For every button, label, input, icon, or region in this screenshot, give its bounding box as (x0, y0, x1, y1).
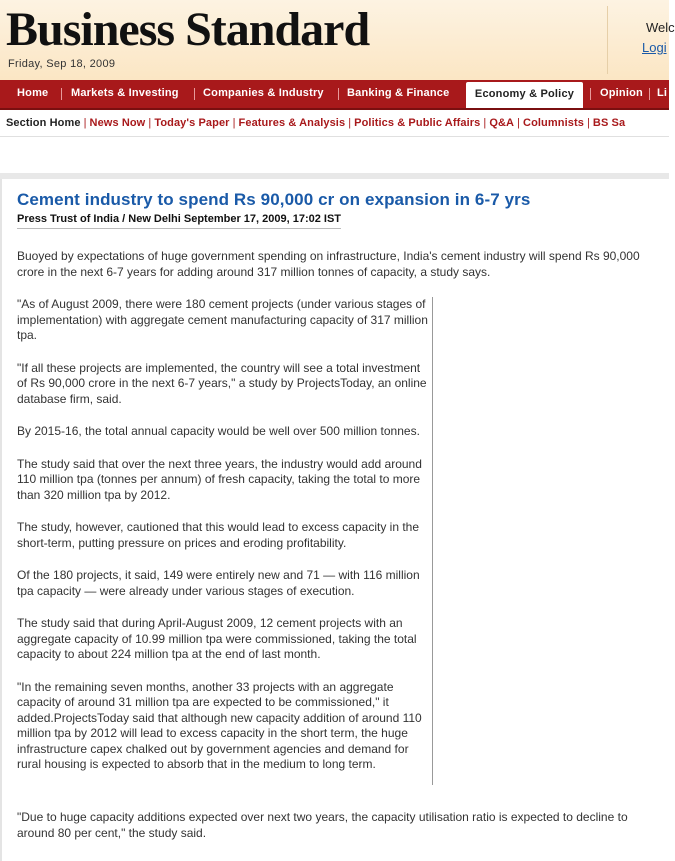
content-top-divider (0, 173, 669, 179)
article-paragraph: "In the remaining seven months, another 33 projects with an aggregate capacity of around 31 million tpa are expected to be commissioned," it added.ProjectsToday said that although new capacity addition of around 110 million tpa by 2012 will lead to excess capacity in the short term, the huge infrastructure capex chalked out by government agencies and demand for rural housing is expected to absorb that in the medium to long term. (17, 679, 422, 771)
main-nav (0, 80, 669, 110)
nav-separator (61, 88, 62, 100)
article-paragraph: The study, however, cautioned that this would lead to excess capacity in the short-term, putting pressure on prices and eroding profitability. (17, 520, 420, 550)
subnav-todays-paper[interactable]: Today's Paper (154, 117, 230, 129)
content-left-border (0, 179, 2, 861)
nav-markets-investing[interactable]: Markets & Investing (71, 87, 179, 99)
welcome-text: Welc (646, 20, 675, 35)
subnav-separator: | (586, 117, 590, 129)
subnav-separator: | (232, 117, 236, 129)
site-logo[interactable]: Business Standard (6, 3, 370, 56)
nav-separator (194, 88, 195, 100)
nav-life[interactable]: Li (657, 87, 668, 99)
masthead-divider (607, 6, 608, 74)
article-paragraph: The study said that during April-August 2009, 12 cement projects with an aggregate capacity of 10.99 million tpa were commissioned, taking the total capacity to about 224 million tpa at the end of last month. (17, 616, 417, 661)
section-subnav (0, 110, 669, 137)
article-byline: Press Trust of India / New Delhi September 17, 2009, 17:02 IST (17, 213, 341, 229)
article-body-column (17, 297, 431, 790)
article-headline: Cement industry to spend Rs 90,000 cr on expansion in 6-7 yrs (17, 190, 531, 209)
subnav-separator: | (83, 117, 87, 129)
nav-separator (338, 88, 339, 100)
subnav-separator: | (348, 117, 352, 129)
nav-separator (649, 88, 650, 100)
subnav-bs-sa[interactable]: BS Sa (592, 117, 626, 129)
article-lead-paragraph: Buoyed by expectations of huge government spending on infrastructure, India's cement industry will spend Rs 90,000 crore in the next 6-7 years for adding around 317 million tonnes of capacity, a study says. (17, 249, 640, 279)
login-link[interactable]: Logi (642, 40, 667, 55)
nav-separator (590, 88, 591, 100)
subnav-separator: | (517, 117, 521, 129)
subnav-separator: | (483, 117, 487, 129)
article-closing-paragraph: "Due to huge capacity additions expected over next two years, the capacity utilisation ratio is expected to decline to around 80 per cent," the study said. (17, 810, 628, 840)
nav-home[interactable]: Home (17, 87, 49, 99)
subnav-separator: | (148, 117, 152, 129)
subnav-politics-public-affairs[interactable]: Politics & Public Affairs (354, 117, 481, 129)
subnav-columnists[interactable]: Columnists (523, 117, 584, 129)
current-date: Friday, Sep 18, 2009 (8, 58, 116, 70)
nav-opinion[interactable]: Opinion (600, 87, 643, 99)
article-paragraph: "If all these projects are implemented, the country will see a total investment of Rs 90,000 crore in the next 6-7 years," a study by ProjectsToday, an online database firm, said. (17, 360, 427, 406)
article-paragraph: "As of August 2009, there were 180 cement projects (under various stages of implementation) with aggregate cement manufacturing capacity of 317 million tpa. (17, 297, 428, 342)
subnav-section-home[interactable]: Section Home (6, 117, 81, 129)
masthead (0, 0, 675, 81)
column-divider (432, 297, 433, 785)
article-paragraph: The study said that over the next three years, the industry would add around 110 million tpa (tonnes per annum) of fresh capacity, taking the total to more than 320 million tpa by 2012. (17, 456, 422, 502)
subnav-news-now[interactable]: News Now (89, 117, 146, 129)
subnav-features-analysis[interactable]: Features & Analysis (238, 117, 346, 129)
nav-banking-finance[interactable]: Banking & Finance (347, 87, 450, 99)
article-paragraph: Of the 180 projects, it said, 149 were entirely new and 71 — with 116 million tpa capacity — were already under various stages of execution. (17, 568, 420, 598)
subnav-qa[interactable]: Q&A (489, 117, 515, 129)
nav-companies-industry[interactable]: Companies & Industry (203, 87, 324, 99)
article-paragraph: By 2015-16, the total annual capacity would be well over 500 million tonnes. (17, 424, 420, 438)
nav-economy-policy[interactable]: Economy & Policy (466, 82, 583, 108)
